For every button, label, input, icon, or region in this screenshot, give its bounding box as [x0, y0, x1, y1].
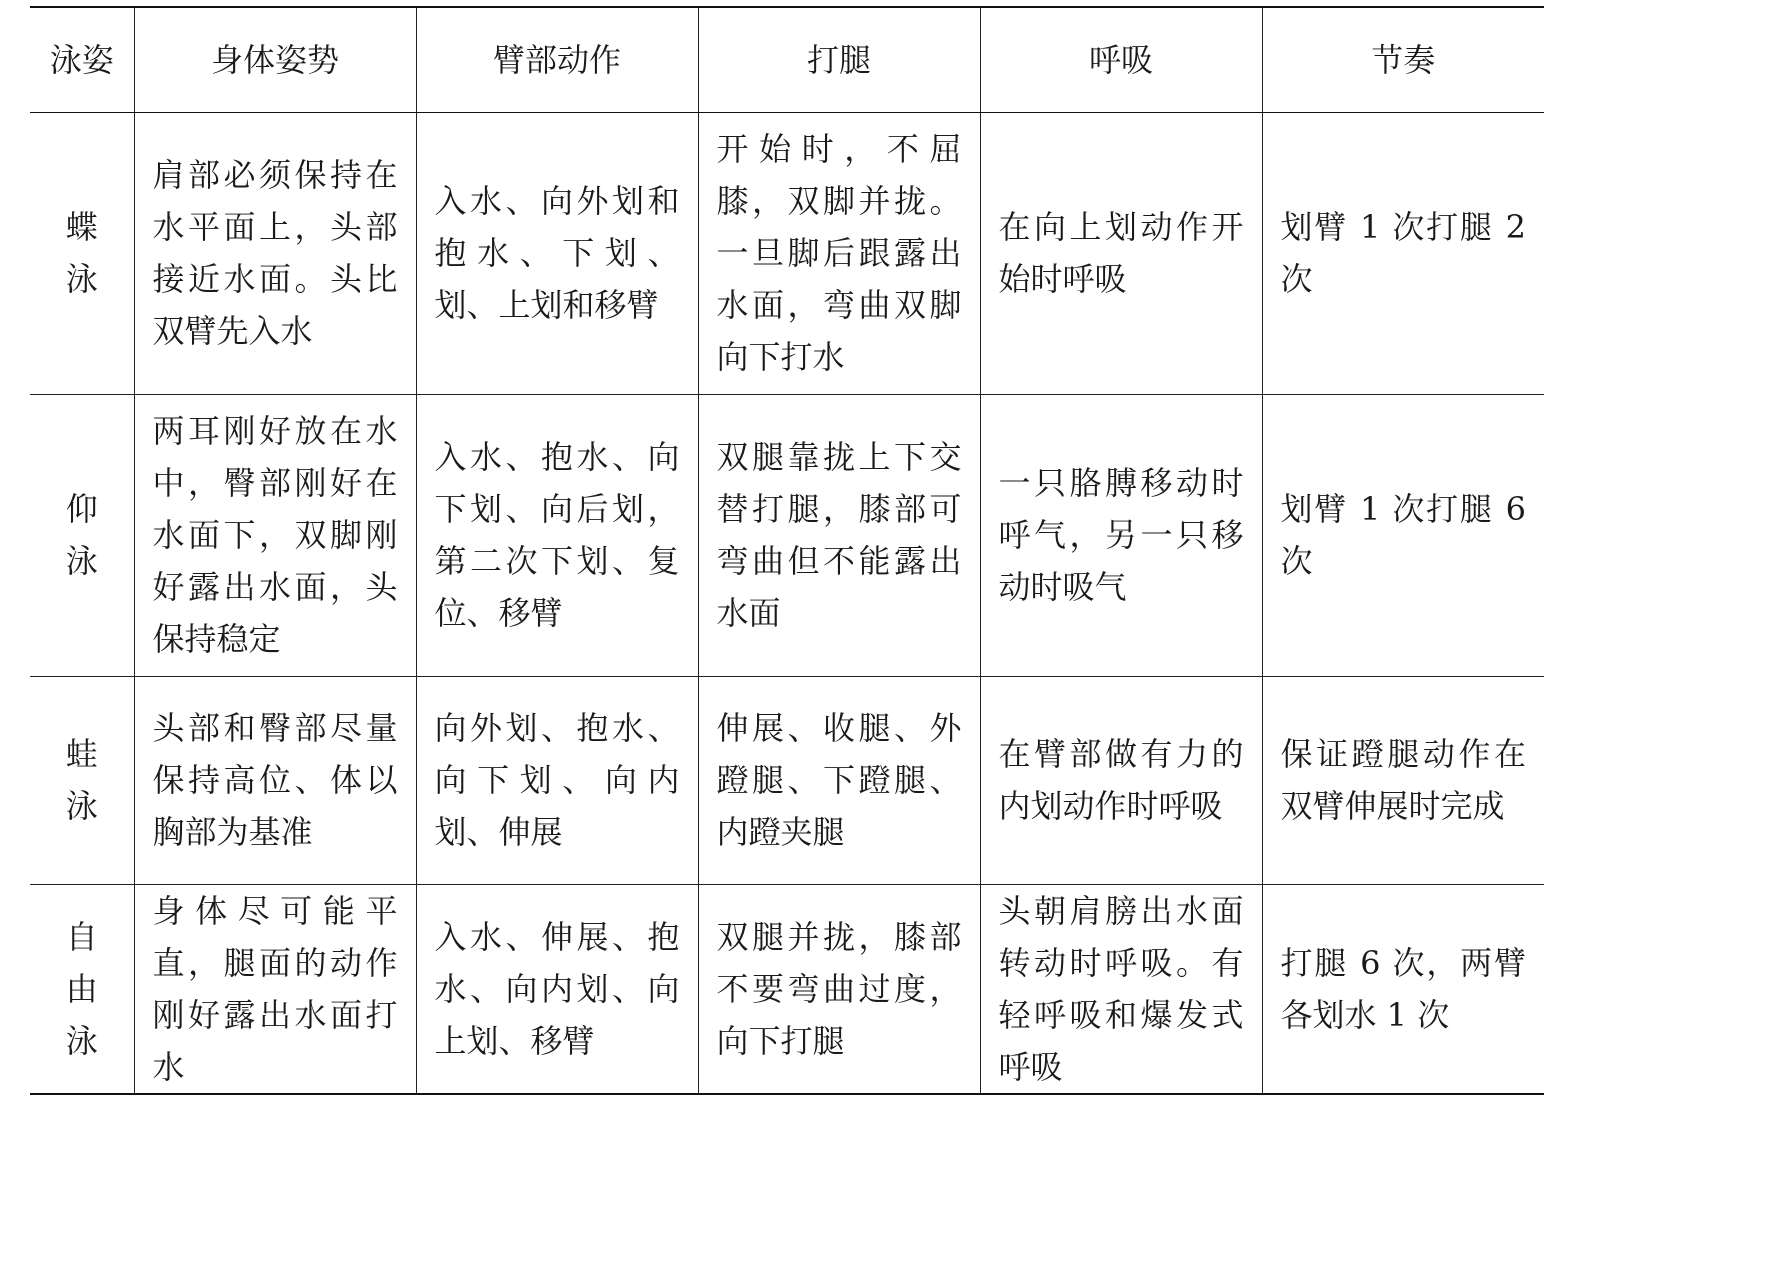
header-rhythm: 节奏 — [1262, 7, 1544, 112]
stroke-name-cell — [30, 394, 134, 676]
header-stroke: 泳姿 — [30, 7, 134, 112]
arm-action-cell: 入水、抱水、向下划、向后划，第二次下划、复位、移臂 — [416, 394, 698, 676]
swim-stroke-table — [30, 6, 1544, 1095]
breathing-cell: 头朝肩膀出水面转动时呼吸。有轻呼吸和爆发式呼吸 — [980, 884, 1262, 1094]
stroke-name: 蛙泳 — [65, 735, 98, 825]
stroke-name: 蝶泳 — [65, 208, 98, 298]
kick-cell: 开始时，不屈膝，双脚并拢。一旦脚后跟露出水面，弯曲双脚向下打水 — [698, 112, 980, 394]
body-position-cell: 身体尽可能平直，腿面的动作刚好露出水面打水 — [134, 884, 416, 1094]
stroke-name-cell — [30, 884, 134, 1094]
stroke-name-cell — [30, 112, 134, 394]
arm-action-cell: 入水、伸展、抱水、向内划、向上划、移臂 — [416, 884, 698, 1094]
body-position-cell: 两耳刚好放在水中，臀部刚好在水面下，双脚刚好露出水面，头保持稳定 — [134, 394, 416, 676]
arm-action-cell: 向外划、抱水、向下划、向内划、伸展 — [416, 676, 698, 884]
header-breathing: 呼吸 — [980, 7, 1262, 112]
body-position-cell: 头部和臀部尽量保持高位、体以胸部为基准 — [134, 676, 416, 884]
kick-cell: 双腿靠拢上下交替打腿，膝部可弯曲但不能露出水面 — [698, 394, 980, 676]
table-row — [30, 112, 1544, 394]
body-position-cell: 肩部必须保持在水平面上，头部接近水面。头比双臂先入水 — [134, 112, 416, 394]
header-row — [30, 7, 1544, 112]
table-row — [30, 884, 1544, 1094]
stroke-name: 仰泳 — [65, 490, 98, 580]
breathing-cell: 在向上划动作开始时呼吸 — [980, 112, 1262, 394]
header-arm-action: 臂部动作 — [416, 7, 698, 112]
breathing-cell: 在臂部做有力的内划动作时呼吸 — [980, 676, 1262, 884]
rhythm-cell: 划臂 1 次打腿 2 次 — [1262, 112, 1544, 394]
arm-action-cell: 入水、向外划和抱水、下划、划、上划和移臂 — [416, 112, 698, 394]
rhythm-cell: 保证蹬腿动作在双臂伸展时完成 — [1262, 676, 1544, 884]
rhythm-cell: 打腿 6 次，两臂各划水 1 次 — [1262, 884, 1544, 1094]
stroke-name-cell — [30, 676, 134, 884]
header-kick: 打腿 — [698, 7, 980, 112]
kick-cell: 双腿并拢，膝部不要弯曲过度，向下打腿 — [698, 884, 980, 1094]
table-row — [30, 394, 1544, 676]
rhythm-cell: 划臂 1 次打腿 6 次 — [1262, 394, 1544, 676]
stroke-name: 自由泳 — [65, 917, 98, 1060]
breathing-cell: 一只胳膊移动时呼气，另一只移动时吸气 — [980, 394, 1262, 676]
table-row — [30, 676, 1544, 884]
kick-cell: 伸展、收腿、外蹬腿、下蹬腿、内蹬夹腿 — [698, 676, 980, 884]
header-body-position: 身体姿势 — [134, 7, 416, 112]
